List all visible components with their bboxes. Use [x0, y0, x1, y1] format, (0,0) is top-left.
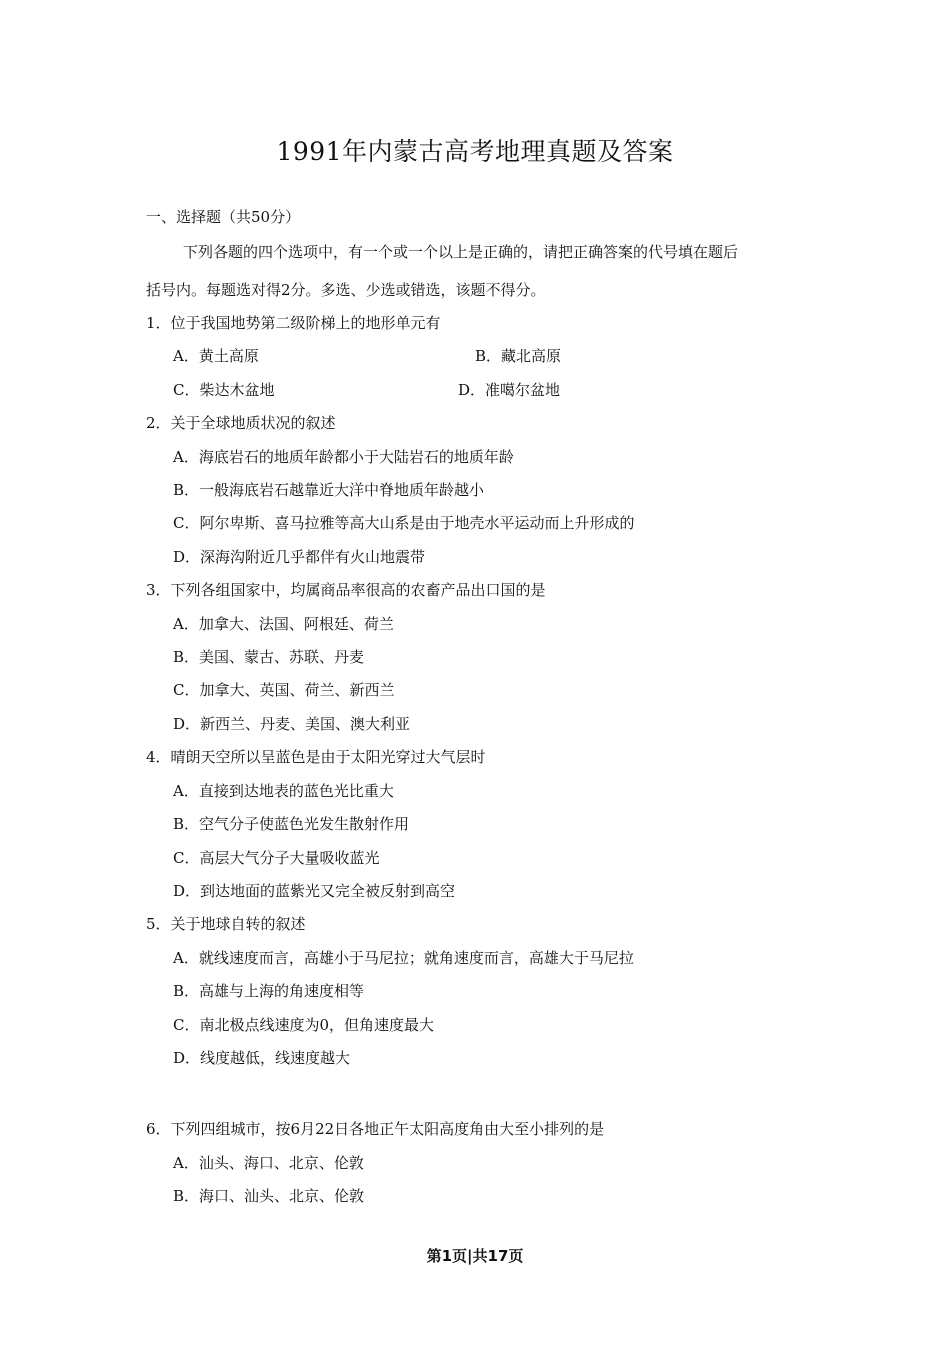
question-2-option-b: B．一般海底岩石越靠近大洋中脊地质年龄越小: [173, 481, 485, 499]
question-4-option-c: C．高层大气分子大量吸收蓝光: [173, 849, 380, 867]
question-5-option-d: D．线度越低，线速度越大: [173, 1049, 351, 1067]
question-1-option-a: A．黄土高原: [173, 347, 259, 365]
question-6-option-b: B．海口、汕头、北京、伦敦: [173, 1187, 365, 1205]
question-5-option-a: A．就线速度而言，高雄小于马尼拉；就角速度而言，高雄大于马尼拉: [173, 949, 634, 967]
question-1-option-d: D．准噶尔盆地: [458, 381, 561, 399]
question-4-option-d: D．到达地面的蓝紫光又完全被反射到高空: [173, 882, 456, 900]
question-3-option-c: C．加拿大、英国、荷兰、新西兰: [173, 681, 395, 699]
question-1-option-b: B．藏北高原: [475, 347, 562, 365]
question-1-option-c: C．柴达木盆地: [173, 381, 275, 399]
question-4-option-b: B．空气分子使蓝色光发生散射作用: [173, 815, 410, 833]
question-3-option-a: A．加拿大、法国、阿根廷、荷兰: [173, 615, 394, 633]
page-footer: 第1页|共17页: [426, 1247, 524, 1265]
instructions-line-1: 下列各题的四个选项中，有一个或一个以上是正确的，请把正确答案的代号填在题后: [183, 243, 739, 261]
question-2-option-a: A．海底岩石的地质年龄都小于大陆岩石的地质年龄: [173, 448, 514, 466]
question-1-stem: 1．位于我国地势第二级阶梯上的地形单元有: [146, 314, 441, 332]
question-3-option-b: B．美国、蒙古、苏联、丹麦: [173, 648, 365, 666]
question-2-stem: 2．关于全球地质状况的叙述: [146, 414, 336, 432]
question-6-option-a: A．汕头、海口、北京、伦敦: [173, 1154, 364, 1172]
question-5-option-c: C．南北极点线速度为0，但角速度最大: [173, 1016, 435, 1034]
question-4-option-a: A．直接到达地表的蓝色光比重大: [173, 782, 394, 800]
question-2-option-c: C．阿尔卑斯、喜马拉雅等高大山系是由于地壳水平运动而上升形成的: [173, 514, 635, 532]
question-5-stem: 5．关于地球自转的叙述: [146, 915, 306, 933]
question-4-stem: 4．晴朗天空所以呈蓝色是由于太阳光穿过大气层时: [146, 748, 486, 766]
question-3-stem: 3．下列各组国家中，均属商品率很高的农畜产品出口国的是: [146, 581, 546, 599]
instructions-line-2: 括号内。每题选对得2分。多选、少选或错选，该题不得分。: [146, 281, 546, 299]
question-2-option-d: D．深海沟附近几乎都伴有火山地震带: [173, 548, 426, 566]
document-title: 1991年内蒙古高考地理真题及答案: [276, 137, 674, 166]
question-5-option-b: B．高雄与上海的角速度相等: [173, 982, 365, 1000]
section-heading: 一、选择题（共50分）: [146, 208, 301, 226]
question-3-option-d: D．新西兰、丹麦、美国、澳大利亚: [173, 715, 411, 733]
question-6-stem: 6．下列四组城市，按6月22日各地正午太阳高度角由大至小排列的是: [146, 1120, 605, 1138]
